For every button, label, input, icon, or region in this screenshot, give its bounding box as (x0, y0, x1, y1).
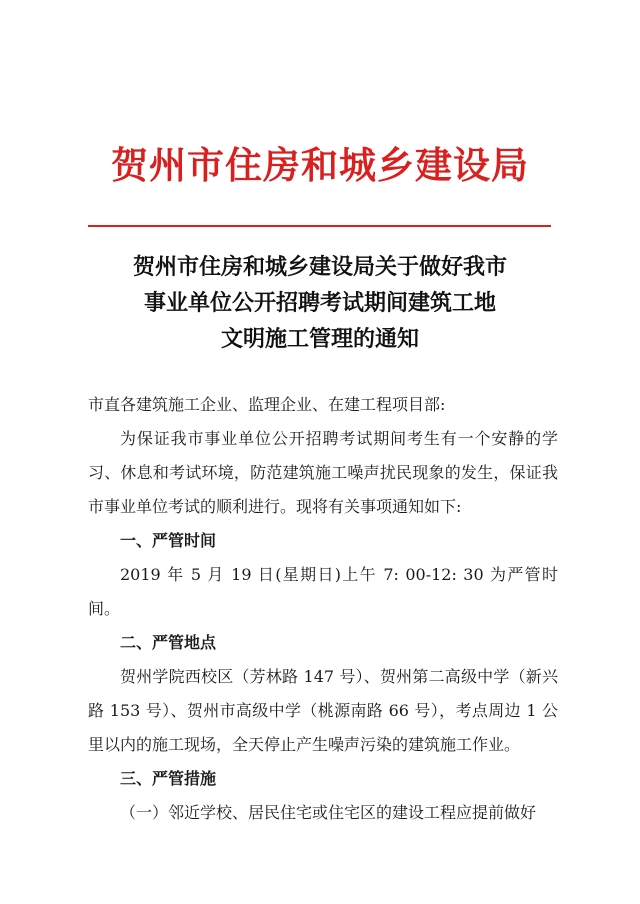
section-text-measures: （一）邻近学校、居民住宅或住宅区的建设工程应提前做好 (120, 803, 537, 822)
intro-paragraph: 为保证我市事业单位公开招聘考试期间考生有一个安静的学习、休息和考试环境，防范建筑施工噪声扰民现象的发生，保证我市事业单位考试的顺利进行。现将有关事项通知如下: (88, 429, 558, 516)
section-heading-time: 一、严管时间 (120, 531, 217, 550)
letterhead-title: 贺州市住房和城乡建设局 (111, 143, 529, 187)
document-title-line: 文明施工管理的通知 (220, 326, 419, 352)
document-title-line: 事业单位公开招聘考试期间建筑工地 (143, 290, 496, 316)
section-text-time: 2019 年 5 月 19 日(星期日)上午 7: 00-12: 30 为严管时间。 (88, 565, 558, 618)
document-title (0, 249, 640, 357)
document-body (88, 388, 558, 830)
document-title-line: 贺州市住房和城乡建设局关于做好我市 (132, 254, 507, 280)
addressee: 市直各建筑施工企业、监理企业、在建工程项目部: (88, 395, 446, 414)
section-text-location: 贺州学院西校区（芳林路 147 号）、贺州第二高级中学（新兴路 153 号）、贺州市高级中学（桃源南路 66 号），考点周边 1 公里以内的施工现场，全天停止产生噪声污染的建筑施工作业。 (88, 667, 558, 754)
letterhead-red-rule (88, 225, 551, 227)
section-heading-location: 二、严管地点 (120, 633, 217, 652)
section-heading-measures: 三、严管措施 (120, 769, 217, 788)
